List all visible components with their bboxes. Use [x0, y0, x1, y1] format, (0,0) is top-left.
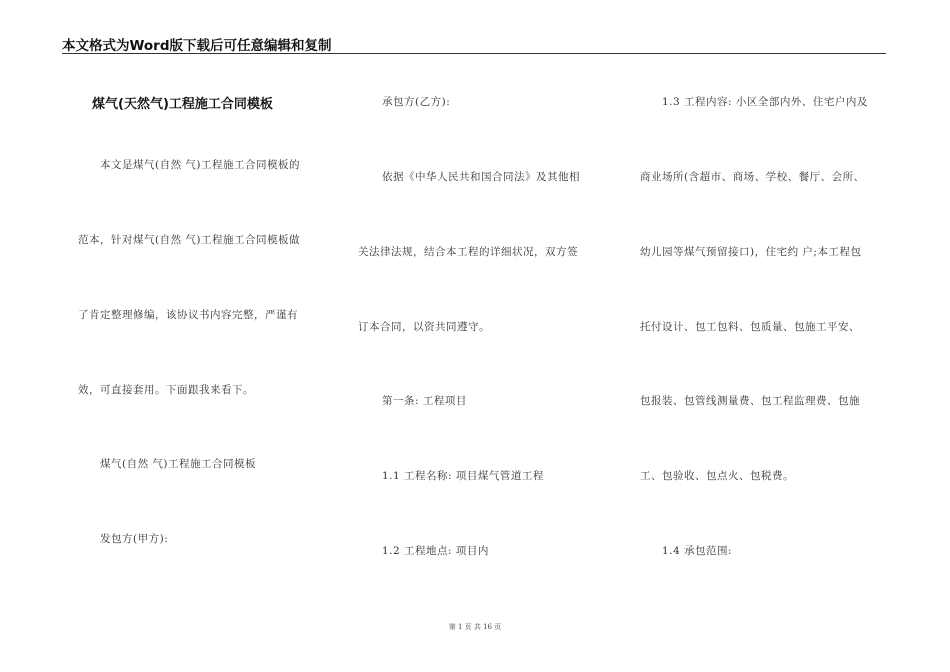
- paragraph-line: 依据《中华人民共和国合同法》及其他相: [382, 171, 580, 183]
- paragraph-line: 幼儿园等煤气预留接口)，住宅约 户;本工程包: [640, 246, 862, 258]
- paragraph-line: 托付设计、包工包料、包质量、包施工平安、: [640, 321, 860, 333]
- paragraph-line: 商业场所(含超市、商场、学校、餐厅、会所、: [640, 171, 865, 183]
- page-number-footer: 第 1 页 共 16 页: [448, 623, 502, 631]
- text-column-3: [630, 0, 890, 672]
- paragraph-line: 范本，针对煤气(自然 气)工程施工合同模板做: [78, 234, 301, 246]
- paragraph-line: 第一条: 工程项目: [382, 395, 467, 407]
- paragraph-line: 1.4 承包范围:: [662, 545, 733, 557]
- paragraph-line: 工、包验收、包点火、包税费。: [640, 470, 794, 482]
- paragraph-line: 煤气(自然 气)工程施工合同模板: [100, 458, 257, 470]
- paragraph-line: 订本合同，以资共同遵守。: [358, 321, 490, 333]
- paragraph-line: 承包方(乙方):: [382, 96, 451, 108]
- paragraph-line: 1.3 工程内容: 小区全部内外、住宅户内及: [662, 96, 868, 108]
- paragraph-line: 1.1 工程名称: 项目煤气管道工程: [382, 470, 544, 482]
- paragraph-line: 效，可直接套用。下面跟我来看下。: [78, 384, 254, 396]
- document-header-banner: 本文格式为Word版下载后可任意编辑和复制: [62, 38, 332, 54]
- paragraph-line: 关法律法规，结合本工程的详细状况，双方签: [358, 246, 578, 258]
- paragraph-line: 1.2 工程地点: 项目内: [382, 545, 489, 557]
- paragraph-line: 本文是煤气(自然 气)工程施工合同模板的: [100, 159, 301, 171]
- paragraph-line: 包报装、包管线测量费、包工程监理费、包施: [640, 395, 860, 407]
- document-title: 煤气(天然气)工程施工合同模板: [92, 97, 273, 112]
- text-column-2: [340, 0, 620, 672]
- paragraph-line: 了肯定整理修编，该协议书内容完整，严谨有: [78, 309, 298, 321]
- text-column-1: [0, 0, 330, 672]
- paragraph-line: 发包方(甲方):: [100, 533, 169, 545]
